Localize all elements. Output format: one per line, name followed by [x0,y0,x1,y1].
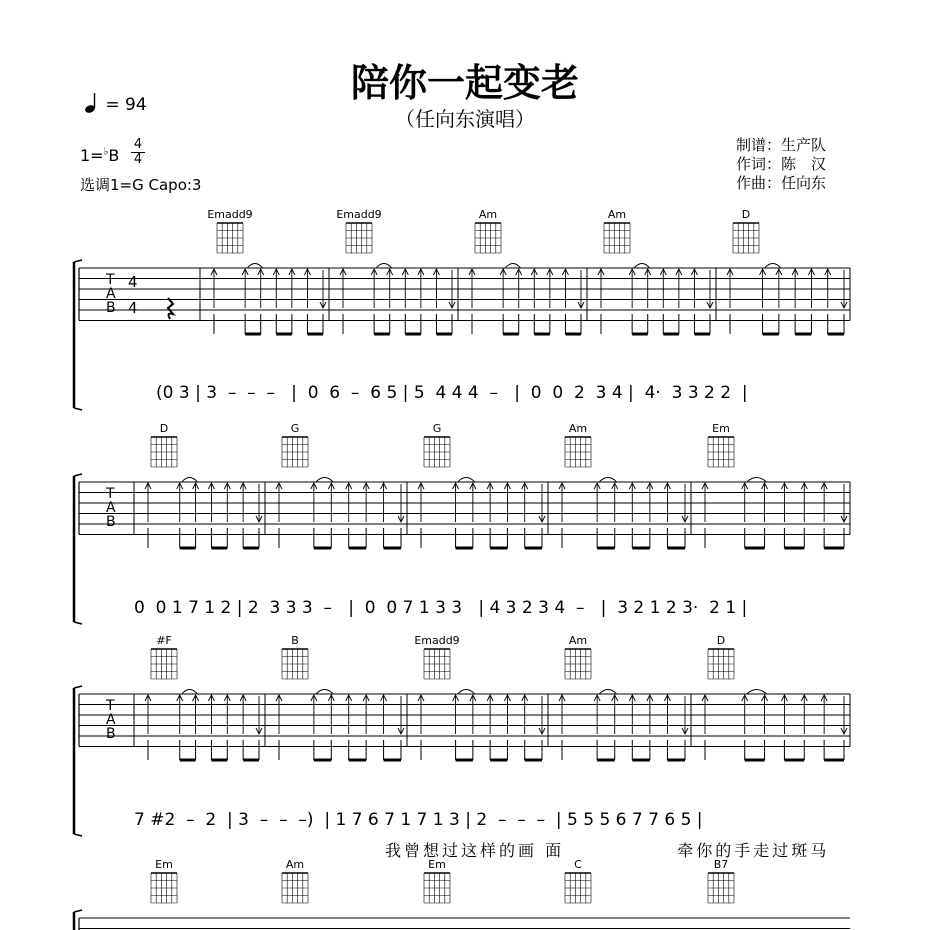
tab-system-1-bracket-bottom [74,408,82,410]
tempo-value: = 94 [105,95,147,115]
chord-name-4: C [574,858,582,871]
tab-system-3-tab-letter: B [106,726,116,742]
credit-lyricist: 作词：陈 汉 [736,155,827,173]
tie-arc [599,478,617,483]
chord-name-5: B7 [713,858,729,871]
tab-time-signature-top: 4 [128,273,138,291]
tab-system-1-tab-letter: T [106,272,115,288]
tab-time-signature-bottom: 4 [128,299,138,317]
quarter-rest-icon [168,298,173,319]
tab-system-3-tab-letter: A [106,712,116,728]
tab-system-2-tab-letter: T [106,486,115,502]
chord-name-2: G [290,422,300,435]
tab-system-3-tab-letter: T [106,698,115,714]
tie-arc [316,690,333,695]
chord-name-4: Am [568,634,588,647]
chord-name-3: G [432,422,442,435]
chord-name-3: Am [478,208,498,221]
tie-arc [747,690,767,695]
tab-system-2-tab-letter: A [106,500,116,516]
tab-system-2-tab-letter: B [106,514,116,530]
time-signature-bottom: 4 [131,152,145,166]
song-title: 陪你一起变老 [350,61,579,105]
chord-name-3: Em [428,858,446,871]
tab-system-1-tab-letter: B [106,300,116,316]
chord-name-4: Am [607,208,627,221]
tie-arc [376,264,392,269]
key-prefix: 1= [80,146,104,165]
chord-name-4: Am [568,422,588,435]
tie-arc [182,478,198,483]
tab-system-2-bracket-top [74,474,82,476]
tab-system-3-bracket-top [74,686,82,688]
chord-name-5: Em [712,422,730,435]
chord-name-1: Em [155,858,173,871]
lyrics-row-3: 我曾想过这样的画 面 牵你的手走过斑马 [385,841,830,860]
tie-arc [505,264,521,269]
numbered-notation-row-2: 0 0 1 7 1 2 | 2 3 3 3 – | 0 0 7 1 3 3 | 4 3 2 3 4 – | 3 2 1 2 3· 2 1 | [134,598,748,618]
tie-arc [458,478,475,483]
tie-arc [765,264,781,269]
capo-info: 选调1=G Capo:3 [80,176,202,194]
chord-name-1: Emadd9 [207,208,253,221]
credit-arranger: 制谱：生产队 [736,136,827,154]
chord-name-3: Emadd9 [414,634,460,647]
chord-name-5: D [741,208,751,221]
chord-name-2: B [291,634,299,647]
tie-arc [747,478,767,483]
tab-system-2-bracket-bottom [74,622,82,624]
tab-system-1-bracket-top [74,260,82,262]
tie-arc [599,690,617,695]
tie-arc [316,478,333,483]
chord-name-2: Am [285,858,305,871]
tie-arc [182,690,198,695]
tie-arc [247,264,263,269]
flat-sign: ♭ [103,146,109,158]
tab-system-3-bracket-bottom [74,834,82,836]
tie-arc [458,690,475,695]
time-signature-top: 4 [133,137,143,152]
chord-name-1: D [159,422,169,435]
tab-system-1-tab-letter: A [106,286,116,302]
chord-name-2: Emadd9 [336,208,382,221]
key-note: B [108,146,120,165]
numbered-notation-row-1: (0 3 | 3 – – – | 0 6 – 6 5 | 5 4 4 4 – | 0 0 2 3 4 | 4· 3 3 2 2 | [156,383,748,403]
tab-system-4-bracket-top [74,910,82,912]
numbered-notation-row-3: 7 #2 – 2 | 3 – – –) | 1 7 6 7 1 7 1 3 | 2 – – – | 5 5 5 6 7 7 6 5 | [134,810,703,830]
song-subtitle: （任向东演唱） [395,107,535,131]
chord-name-5: D [716,634,726,647]
credit-composer: 作曲：任向东 [736,174,827,192]
chord-name-1: #F [156,634,172,647]
tie-arc [634,264,650,269]
